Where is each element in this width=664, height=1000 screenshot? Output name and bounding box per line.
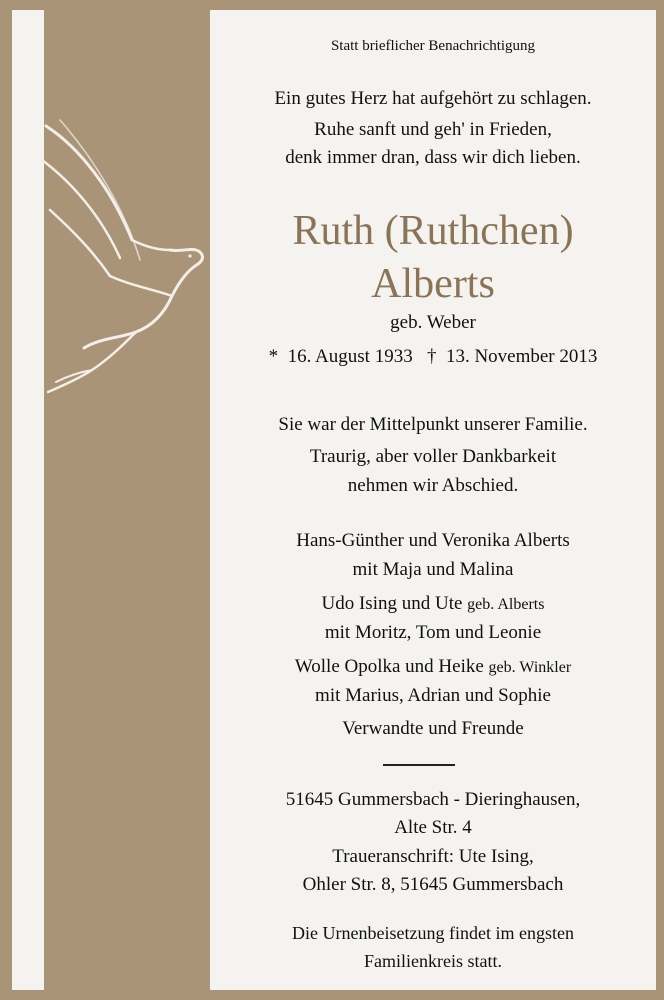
verse-line-2: Ruhe sanft und geh' in Frieden, [314,119,552,140]
tribute-line-3: nehmen wir Abschied. [347,475,519,496]
mourner-family-2-children: mit Moritz, Tom und Leonie [324,622,542,643]
mourning-address-label: Traueranschrift: Ute Ising, [332,846,534,867]
mourner-family-3-birth-name: geb. Winkler [488,659,572,676]
mourner-family-1: Hans-Günther und Veronika Alberts [296,530,570,551]
verse-line-1: Ein gutes Herz hat aufgehört zu schlagen. [274,88,592,109]
verse-line-3: denk immer dran, dass wir dich lieben. [285,147,581,168]
divider-rule [383,764,455,766]
life-dates: * 16. August 1933 † 13. November 2013 [268,346,598,367]
tribute-line-2: Traurig, aber voller Dankbarkeit [309,446,557,467]
maiden-name: geb. Weber [390,312,476,333]
mourner-family-3-names: Wolle Opolka und Heike [294,656,489,677]
mourner-family-2-names: Udo Ising und Ute [321,593,468,614]
tribute-line-1: Sie war der Mittelpunkt unserer Familie. [278,414,588,435]
dove-icon [40,100,230,400]
deceased-name-line-2: Alberts [371,261,495,307]
deceased-name-line-1: Ruth (Ruthchen) [292,208,574,254]
address-line-1: 51645 Gummersbach - Dieringhausen, [285,789,581,810]
mourning-address: Ohler Str. 8, 51645 Gummersbach [302,874,564,895]
mourner-family-2 [210,593,656,615]
relatives-and-friends: Verwandte und Freunde [342,718,524,739]
mourner-family-2-birth-name: geb. Alberts [467,596,545,613]
mourner-family-3 [210,656,656,678]
burial-note-line-2: Familienkreis statt. [364,951,502,971]
burial-note-line-1: Die Urnenbeisetzung findet im engsten [292,923,574,943]
mourner-family-1-children: mit Maja und Malina [352,559,514,580]
header-notice: Statt brieflicher Benachrichtigung [330,38,536,54]
mourner-family-3-children: mit Marius, Adrian und Sophie [315,685,551,706]
address-line-2: Alte Str. 4 [394,817,472,838]
